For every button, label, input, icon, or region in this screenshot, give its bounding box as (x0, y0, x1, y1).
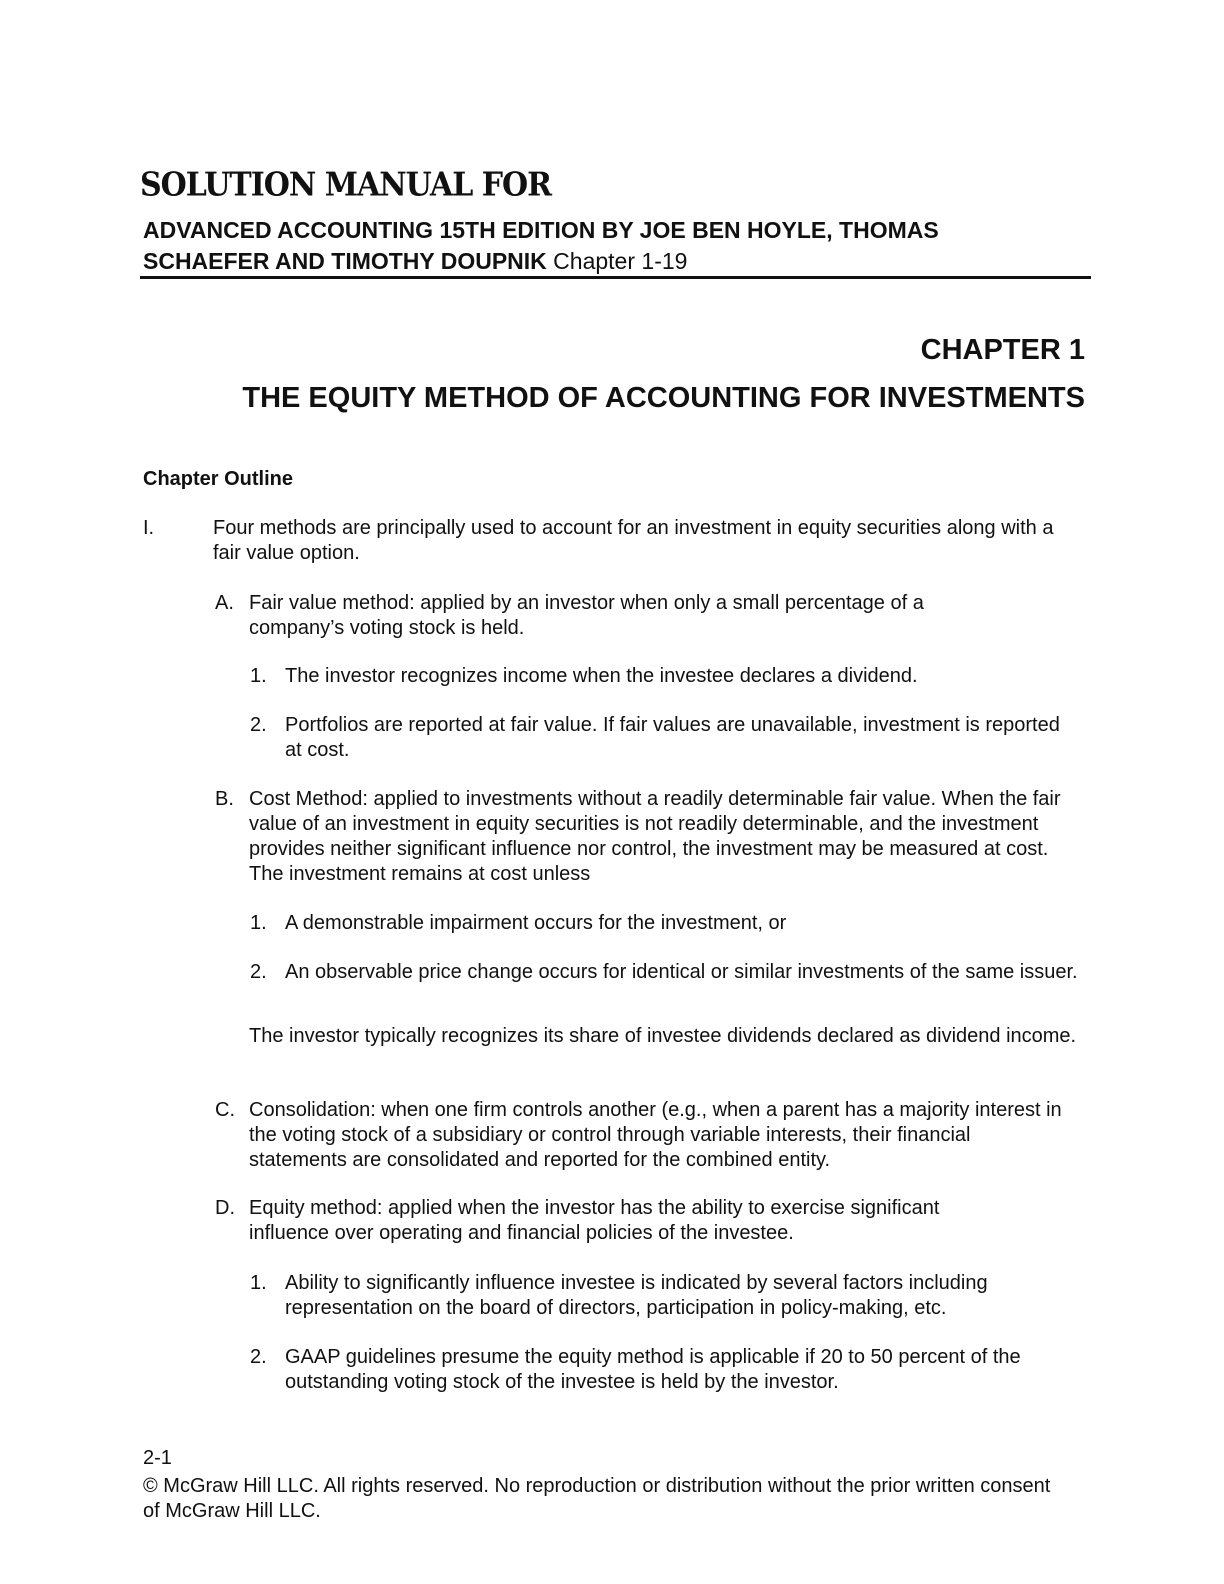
page-number: 2-1 (143, 1447, 172, 1469)
item-text: An observable price change occurs for identical or similar investments of the same issuer. (285, 961, 1078, 983)
item-text: Four methods are principally used to account for an investment in equity securities along with a fair value option. (213, 517, 1054, 564)
document-title: SOLUTION MANUAL FOR (140, 166, 552, 205)
marker: 2. (250, 1346, 267, 1368)
marker: C. (215, 1099, 235, 1121)
marker: 1. (250, 912, 267, 934)
outline-B-note: The investor typically recognizes its share of investee dividends declared as dividend income. (249, 1025, 1077, 1047)
outline-item-A1 (250, 664, 1050, 689)
chapter-range: Chapter 1-19 (546, 248, 688, 274)
outline-item-A (215, 591, 995, 641)
outline-item-D (215, 1196, 1015, 1246)
marker: A. (215, 592, 234, 614)
book-title-line1: ADVANCED ACCOUNTING 15TH EDITION BY JOE BEN HOYLE, THOMAS (143, 217, 939, 243)
item-text: Consolidation: when one firm controls another (e.g., when a parent has a majority interest in the voting stock of a subsidiary or control through variable interests, their financial statements are consolidated and reported for the combined entity. (249, 1099, 1062, 1171)
item-text: The investor recognizes income when the investee declares a dividend. (285, 665, 918, 687)
book-title-line2 (143, 246, 687, 277)
item-text: A demonstrable impairment occurs for the investment, or (285, 912, 787, 934)
marker: D. (215, 1197, 235, 1219)
outline-item-B2 (250, 960, 1090, 985)
outline-item-A2 (250, 713, 1060, 763)
marker: 1. (250, 1272, 267, 1294)
outline-item-D1 (250, 1271, 1060, 1321)
outline-item-D2 (250, 1345, 1095, 1395)
outline-item-I (143, 516, 1083, 566)
item-text: Cost Method: applied to investments without a readily determinable fair value. When the fair value of an investment in equity securities is not readily determinable, and the investment provides neither significant influence nor control, the investment may be measured at cost. The investment remains at cost unless (249, 788, 1061, 885)
book-authors: SCHAEFER AND TIMOTHY DOUPNIK (143, 248, 547, 274)
marker: I. (143, 517, 155, 539)
chapter-number: CHAPTER 1 (920, 334, 1085, 366)
item-text: GAAP guidelines presume the equity method is applicable if 20 to 50 percent of the outstanding voting stock of the investee is held by the investor. (285, 1346, 1021, 1393)
chapter-title: THE EQUITY METHOD OF ACCOUNTING FOR INVESTMENTS (242, 382, 1085, 414)
header-rule (140, 276, 1091, 279)
outline-item-C (215, 1098, 1065, 1173)
marker: 1. (250, 665, 267, 687)
item-text: Equity method: applied when the investor has the ability to exercise significant influence over operating and financial policies of the investee. (249, 1197, 940, 1244)
outline-item-B (215, 787, 1085, 887)
outline-heading: Chapter Outline (143, 468, 294, 490)
item-text: Fair value method: applied by an investor when only a small percentage of a company’s voting stock is held. (249, 592, 924, 639)
marker: 2. (250, 961, 267, 983)
item-text: Ability to significantly influence investee is indicated by several factors including representation on the board of directors, participation in policy-making, etc. (285, 1272, 988, 1319)
marker: B. (215, 788, 234, 810)
copyright-notice: © McGraw Hill LLC. All rights reserved. No reproduction or distribution without the prior written consent of McGraw Hill LLC. (143, 1475, 1051, 1522)
item-text: Portfolios are reported at fair value. If fair values are unavailable, investment is reported at cost. (285, 714, 1060, 761)
marker: 2. (250, 714, 267, 736)
outline-item-B1 (250, 911, 1050, 936)
